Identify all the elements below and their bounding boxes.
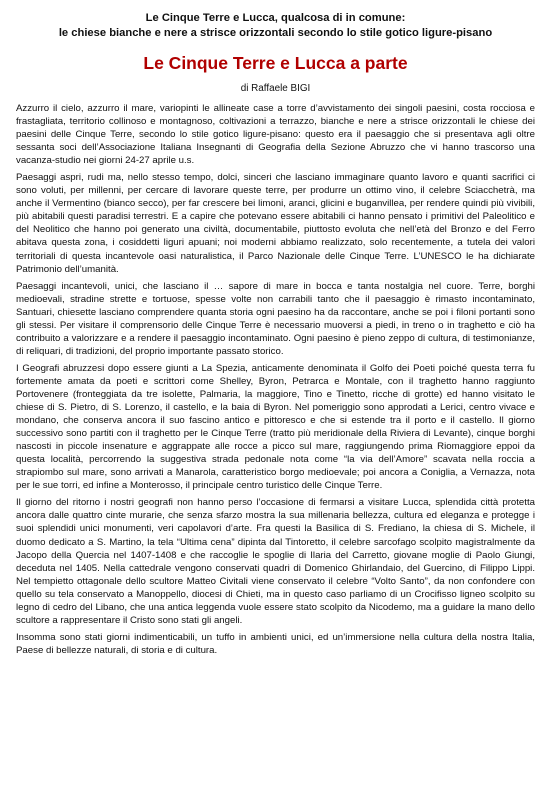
header-line-1: Le Cinque Terre e Lucca, qualcosa di in comune: — [145, 12, 406, 24]
paragraph-landscapes: Paesaggi aspri, rudi ma, nello stesso tempo, dolci, sinceri che lasciano immaginare quanto lavoro e quanti sacrifici ci sono voluti, per millenni, per cercare di lavorare queste terre, per produrre un ottimo vino, il celebre Sciacchetrà, ma anche il Vermentino (bianco secco), per far crescere bei limoni, aranci, glicini e buganvillea, per rendere quindi più vivibili, più abitabili questi paradisi terrestri. E a capire che potevano essere abitabili ci hanno pensato i primitivi del Paleolitico e del Neolitico che hanno poi generato una civiltà, documentabile, piuttosto evoluta che nell’età del Bronzo e del Ferro abitava questa zona, i cosiddetti liguri apuani; noi moderni abbiamo realizzato, solo recentemente, a tutela dei valori territoriali di questa incantevole oasi naturalistica, il Parco Nazionale delle Cinque Terre. L’UNESCO le ha dichiarate Patrimonio dell’umanità. — [16, 172, 535, 275]
header-line-2: le chiese bianche e nere a strisce orizzontali secondo lo stile gotico ligure-pisano — [58, 26, 493, 39]
paragraph-itinerary: I Geografi abruzzesi dopo essere giunti a La Spezia, anticamente denominata il Golfo dei Poeti poiché questa terra fu fortemente amata da poeti e scrittori come Shelley, Byron, Petrarca e Montale, con il traghetto hanno raggiunto Portovenere (fronteggiata da tre isolette, Palmaria, la maggiore, Tino e Tinetto, ricche di grotte) ed hanno visitato le chiese di S. Pietro, di S. Lorenzo, il castello, e la baia di Byron. Nel pomeriggio sono approdati a Lerici, centro vivace e mondano, che conserva ancora il suo fascino antico e pittoresco e che si estende tra il porto e il castello. Il giorno successivo sono partiti con il traghetto per le Cinque Terre (tratto più meridionale della Riviera di Levante), cinque borghi nascosti in piccole insenature e aggrappate alle rocce a picco sul mare, raggiungendo prima Riomaggiore eppoi da questa località, percorrendo la suggestiva strada pedonale nota come “la via dell’Amore” scavata nella roccia a strapiombo sul mare, sono arrivati a Manarola, caratteristico borgo medioevale; poi ancora a Coniglia, a Vernazza, nota per le sue torri, ed infine a Monterosso, il principale centro turistico delle Cinque Terre. — [16, 362, 535, 492]
paragraph-lucca: Il giorno del ritorno i nostri geografi non hanno perso l’occasione di fermarsi a visitare Lucca, splendida città protetta ancora dalle quattro cinte murarie, che senza sfarzo mostra la sua millenaria bellezza, cultura ed eleganza e protegge i suoi splendidi unici monumenti, veri capolavori d’arte. Fra questi la Basilica di S. Frediano, la chiesa di S. Michele, il duomo dedicato a S. Martino, la tela “Ultima cena” dipinta dal Tintoretto, il celebre sarcofago scolpito magistralmente da Jacopo della Quercia nel 1407-1408 e che raccoglie le spoglie di Ilaria del Carretto, giovane moglie di Paolo Giungi, deceduta nel 1405. Nella cattedrale vengono conservati quadri di Domenico Ghirlandaio, del Guercino, di Filippo Lippi. Nel tempietto ottagonale dello scultore Matteo Civitali viene conservato il celebre “Volto Santo”, da non confondere con quello su tela conservato a Manoppello, diocesi di Chieti, ma in questo caso parliamo di un Crocifisso ligneo scolpito su legno di cedro del Libano, che una antica leggenda vuole essere stato scolpito da Nicodemo, ma a guidare la mano dello scultore a rappresentare il Cristo sono stati gli angeli. — [16, 497, 535, 626]
paragraph-conclusion: Insomma sono stati giorni indimenticabili, un tuffo in ambienti unici, ed un’immersione nella cultura della nostra Italia, Paese di bellezze naturali, di storia e di cultura. — [16, 631, 535, 656]
article-author: di Raffaele BIGI — [240, 83, 311, 94]
article-title: Le Cinque Terre e Lucca a parte — [143, 53, 408, 73]
paragraph-villages: Paesaggi incantevoli, unici, che lasciano il … sapore di mare in bocca e tanta nostalgia nel cuore. Terre, borghi medioevali, stradine strette e tortuose, spesse volte non carrabili tanto che il paesaggio è rimasto incontaminato, Santuari, chiesette lasciano comprendere quanta storia ogni paesino ha da raccontare, anche se poi i filoni portanti sono gli stessi. Per visitare il comprensorio delle Cinque Terre è necessario muoversi a piedi, in treno o in traghetto e ciò ha contribuito a valorizzare e a rendere il paesaggio incontaminato. Ogni paesino è pieno zeppo di cultura, di testimonianze, di reliquari, di tradizioni, del proprio importante passato storico. — [16, 280, 535, 357]
article-body — [16, 102, 535, 657]
paragraph-intro: Azzurro il cielo, azzurro il mare, variopinti le allineate case a torre d’avvistamento dei singoli paesini, costa rocciosa e frastagliata, territorio collinoso e montagnoso, coltivazioni a terrazzo, bianche e nere a strisce orizzontali le chiese dei paesini delle Cinque Terre, secondo lo stile gotico ligure-pisano: questo era il paesaggio che si presentava agli oltre sessanta soci dell’Associazione Italiana Insegnanti di Geografia della Sezione Abruzzo che vi hanno trascorso una vacanza-studio nei giorni 24-27 aprile u.s. — [16, 103, 535, 167]
